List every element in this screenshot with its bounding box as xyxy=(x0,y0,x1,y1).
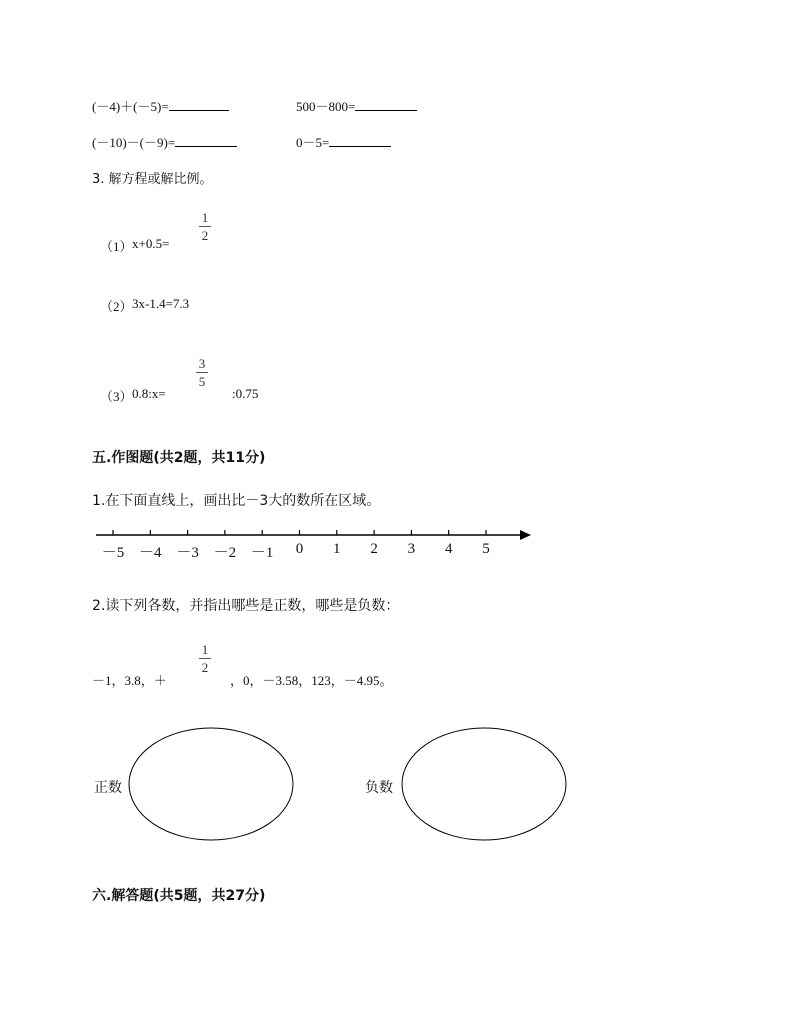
section3-heading: 3. 解方程或解比例。 xyxy=(92,172,213,187)
number-line-label: 4 xyxy=(444,541,453,557)
nums-start: －1，3.8，＋ xyxy=(92,673,167,688)
negative-ellipse[interactable] xyxy=(402,728,566,840)
number-line-label: －3 xyxy=(176,545,199,561)
positive-label: 正数 xyxy=(94,780,122,796)
eq2-text: 3x-1.4=7.3 xyxy=(132,296,190,311)
positive-ellipse[interactable] xyxy=(129,728,293,840)
eq1-label: （1） xyxy=(100,239,133,254)
number-line-label: －4 xyxy=(139,545,162,561)
arith-row2-right: 0－5= xyxy=(296,132,391,151)
arith-row2-left: (－10)－(－9)= xyxy=(92,132,237,151)
number-line-label: －1 xyxy=(250,545,274,561)
number-line-label: 0 xyxy=(295,541,304,557)
section6-heading: 六.解答题(共5题，共27分) xyxy=(92,888,266,904)
number-line-label: －2 xyxy=(213,545,237,561)
eq3-text: 0.8:x= xyxy=(132,386,166,401)
eq1-text: x+0.5= xyxy=(132,236,170,251)
eq3-tail: :0.75 xyxy=(232,386,259,401)
nums-fraction: 1 2 xyxy=(199,643,211,674)
number-line-arrow[interactable] xyxy=(520,530,531,540)
eq3-fraction: 3 5 xyxy=(196,357,208,388)
number-line-label: －5 xyxy=(101,545,125,561)
eq1-fraction: 1 2 xyxy=(199,211,211,242)
arith-row1-left: (－4)＋(－5)= xyxy=(92,96,229,115)
q1-text: 1.在下面直线上，画出比－3大的数所在区域。 xyxy=(92,493,381,509)
eq2-label: （2） xyxy=(100,299,133,314)
negative-label: 负数 xyxy=(365,780,393,796)
number-line-label: 5 xyxy=(482,541,490,557)
number-line-label: 2 xyxy=(370,541,378,557)
nums-end: ，0，－3.58，123，－4.95。 xyxy=(230,673,393,688)
eq3-label: （3） xyxy=(100,389,133,404)
number-line-label: 1 xyxy=(333,541,341,557)
arith-row1-right: 500－800= xyxy=(296,96,417,115)
q2-text: 2.读下列各数，并指出哪些是正数，哪些是负数： xyxy=(92,598,400,614)
number-line-label: 3 xyxy=(407,541,416,557)
section5-heading: 五.作图题(共2题，共11分) xyxy=(92,450,266,466)
